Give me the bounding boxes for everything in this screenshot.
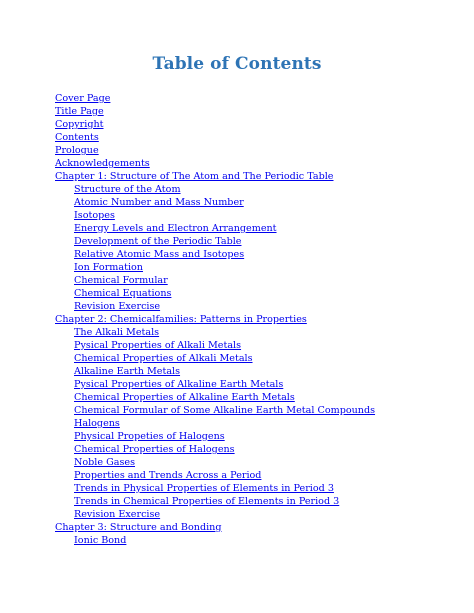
toc-link[interactable]: Title Page — [55, 106, 104, 117]
toc-sublink[interactable]: Chemical Properties of Alkaline Earth Metals — [74, 392, 295, 403]
toc-sublink[interactable]: Revision Exercise — [74, 301, 161, 312]
toc-list — [0, 92, 474, 547]
toc-sublink[interactable]: Ionic Bond — [74, 535, 127, 546]
toc-sublink[interactable]: Chemical Properties of Alkali Metals — [74, 353, 253, 364]
toc-sublink[interactable]: Trends in Physical Properties of Elements in Period 3 — [74, 483, 334, 494]
toc-sublink[interactable]: Chemical Formular of Some Alkaline Earth Metal Compounds — [74, 405, 376, 416]
toc-sublink[interactable]: Ion Formation — [74, 262, 143, 273]
toc-sublink[interactable]: Energy Levels and Electron Arrangement — [74, 223, 277, 234]
toc-link[interactable]: Contents — [55, 132, 99, 143]
toc-sublink[interactable]: Chemical Formular — [74, 275, 168, 286]
toc-sublink[interactable]: Isotopes — [74, 210, 115, 221]
toc-sublink[interactable]: Relative Atomic Mass and Isotopes — [74, 249, 245, 260]
toc-sublink[interactable]: Chemical Equations — [74, 288, 172, 299]
toc-sublink[interactable]: Trends in Chemical Properties of Elements in Period 3 — [74, 496, 340, 507]
toc-link[interactable]: Prologue — [55, 145, 99, 156]
toc-sublink[interactable]: Pysical Properties of Alkaline Earth Metals — [74, 379, 284, 390]
page-title: Table of Contents — [152, 54, 322, 74]
toc-sublink[interactable]: Noble Gases — [74, 457, 136, 468]
toc-sublink[interactable]: Halogens — [74, 418, 120, 429]
toc-link[interactable]: Acknowledgements — [55, 158, 150, 169]
toc-link[interactable]: Copyright — [55, 119, 104, 130]
toc-sublink[interactable]: Physical Propeties of Halogens — [74, 431, 225, 442]
toc-link[interactable]: Cover Page — [55, 93, 111, 104]
toc-sublink[interactable]: Chemical Properties of Halogens — [74, 444, 235, 455]
toc-sublink[interactable]: Pysical Properties of Alkali Metals — [74, 340, 242, 351]
toc-link[interactable]: Chapter 2: Chemicalfamilies: Patterns in Properties — [55, 314, 307, 325]
toc-sublink[interactable]: Atomic Number and Mass Number — [74, 197, 244, 208]
toc-sublink[interactable]: Revision Exercise — [74, 509, 161, 520]
toc-sublink[interactable]: Properties and Trends Across a Period — [74, 470, 262, 481]
toc-sublink[interactable]: Development of the Periodic Table — [74, 236, 242, 247]
toc-link[interactable]: Chapter 1: Structure of The Atom and The Periodic Table — [55, 171, 334, 182]
toc-sublink[interactable]: Alkaline Earth Metals — [74, 366, 181, 377]
toc-sublink[interactable]: The Alkali Metals — [74, 327, 160, 338]
toc-link[interactable]: Chapter 3: Structure and Bonding — [55, 522, 222, 533]
toc-sublink[interactable]: Structure of the Atom — [74, 184, 181, 195]
